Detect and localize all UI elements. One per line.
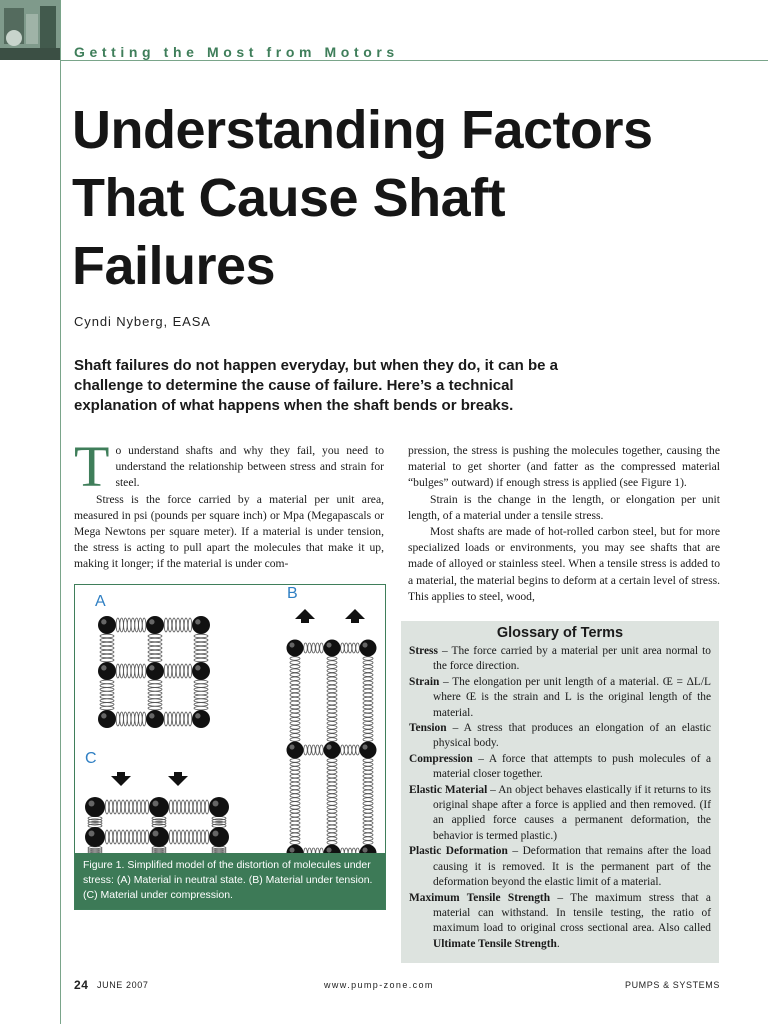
- spring-bond: [148, 634, 162, 662]
- molecule: [149, 797, 169, 817]
- molecule-highlight: [213, 801, 219, 807]
- spring-bond: [152, 846, 166, 853]
- glossary-term: Ultimate Tensile Strength: [433, 937, 557, 950]
- spring-bond: [363, 759, 373, 845]
- molecule: [98, 616, 116, 634]
- spring-bond: [290, 759, 300, 845]
- spring-bond: [304, 643, 324, 653]
- molecule: [192, 662, 210, 680]
- glossary-box: [401, 621, 719, 963]
- spring-bond: [341, 643, 360, 653]
- glossary-definition: – A stress that produces an elongation of an elastic physical body.: [433, 722, 711, 750]
- molecule: [146, 710, 164, 728]
- paragraph-text: o understand shafts and why they fail, you need to understand the relationship between stress and strain for steel.: [115, 444, 384, 490]
- issue-date: JUNE 2007: [97, 980, 149, 990]
- glossary-term: Compression: [409, 752, 473, 765]
- molecule-highlight: [362, 744, 367, 749]
- spring-bond: [164, 664, 192, 678]
- molecule: [85, 827, 105, 847]
- figure-label-b: B: [287, 585, 298, 602]
- body-column-right: [408, 443, 720, 605]
- body-paragraph: Stress is the force carried by a material per unit area, measured in psi (pounds per square inch) or Mpa (Megapascals or Mega Newtons per square meter). If a material is under tension, the stress is acting to pull apart the molecules that make it up, making it longer; if the material is under com-: [74, 492, 384, 571]
- molecule-diagram: [75, 585, 385, 853]
- spring-bond: [148, 680, 162, 710]
- molecule: [209, 827, 229, 847]
- molecule-highlight: [362, 642, 367, 647]
- molecule-highlight: [195, 713, 200, 718]
- spring-bond: [116, 618, 146, 632]
- website-url: www.pump-zone.com: [324, 980, 434, 990]
- molecule: [192, 710, 210, 728]
- glossary-title: Glossary of Terms: [496, 625, 624, 641]
- molecule-highlight: [89, 831, 95, 837]
- glossary-list: [409, 644, 711, 952]
- molecule: [287, 845, 304, 854]
- molecule: [324, 742, 341, 759]
- molecule: [287, 742, 304, 759]
- glossary-definition: – The elongation per unit length of a material. Œ = ΔL/L where Œ is the strain and L is the original length of the material.: [433, 675, 711, 719]
- spring-bond: [212, 846, 226, 853]
- spring-bond: [164, 712, 192, 726]
- molecule: [360, 742, 377, 759]
- article-title: Understanding Factors That Cause Shaft Failures: [72, 100, 653, 296]
- byline: Cyndi Nyberg, EASA: [74, 314, 211, 329]
- spring-bond: [290, 657, 300, 742]
- body-paragraph: [74, 434, 384, 499]
- glossary-entry: [409, 675, 711, 721]
- molecule: [360, 640, 377, 657]
- molecule-highlight: [101, 619, 106, 624]
- spring-bond: [304, 745, 324, 755]
- page-footer: [74, 980, 720, 996]
- glossary-definition: – The force carried by a material per unit area normal to the force direction.: [433, 645, 711, 673]
- figure-1: [74, 584, 386, 910]
- figure-label-a: A: [95, 593, 106, 610]
- glossary-definition: – A force that attempts to push molecules of a material closer together.: [433, 752, 711, 781]
- molecule-highlight: [149, 665, 154, 670]
- top-rule: [60, 60, 768, 61]
- molecule-highlight: [101, 713, 106, 718]
- molecule-highlight: [362, 847, 367, 852]
- page-number: 24: [74, 978, 89, 992]
- spring-bond: [100, 680, 114, 710]
- spring-bond: [88, 846, 102, 853]
- glossary-entry: [409, 752, 711, 783]
- molecule: [324, 640, 341, 657]
- body-paragraph: Strain is the change in the length, or elongation per unit length, of a material under a tensile stress.: [408, 492, 720, 522]
- spring-bond: [169, 830, 209, 844]
- molecule-highlight: [289, 642, 294, 647]
- header-photo: [0, 0, 60, 60]
- molecule: [149, 827, 169, 847]
- glossary-entry: [409, 891, 711, 953]
- glossary-entry: [409, 644, 711, 675]
- glossary-entry: [409, 721, 711, 752]
- molecule: [360, 845, 377, 854]
- glossary-entry: [409, 844, 711, 890]
- molecule-highlight: [326, 642, 331, 647]
- molecule: [209, 797, 229, 817]
- spring-bond: [169, 800, 209, 814]
- molecule: [287, 640, 304, 657]
- figure-caption: Figure 1. Simplified model of the distortion of molecules under stress: (A) Material in neutral state. (B) Material under tension. (C) Material under compression.: [75, 853, 385, 909]
- spring-bond: [164, 618, 192, 632]
- spring-bond: [116, 664, 146, 678]
- article-deck: Shaft failures do not happen everyday, but when they do, it can be a challenge to determine the cause of failure. Here’s a technical explanation of what happens when the shaft bends or breaks.: [74, 357, 558, 414]
- spring-bond: [327, 759, 337, 845]
- molecule-highlight: [213, 831, 219, 837]
- molecule-highlight: [149, 713, 154, 718]
- glossary-definition: – Deformation that remains after the load causing it is removed. It is the permanent part of the deformation beyond the elastic limit of a material.: [433, 845, 711, 889]
- molecule-highlight: [326, 847, 331, 852]
- arrow-down-icon: [111, 772, 131, 786]
- glossary-term: Tension: [409, 722, 447, 735]
- glossary-term: Maximum Tensile Strength: [409, 891, 551, 904]
- spring-bond: [327, 657, 337, 742]
- body-paragraph: pression, the stress is pushing the molecules together, causing the material to get shorter (and fatter as the compressed material “bulges” outward) if enough stress is applied (see Figure 1).: [408, 444, 720, 490]
- glossary-term: Strain: [409, 675, 440, 688]
- molecule-highlight: [289, 847, 294, 852]
- molecule: [85, 797, 105, 817]
- molecule-highlight: [195, 665, 200, 670]
- spring-bond: [341, 745, 360, 755]
- spring-bond: [194, 634, 208, 662]
- spring-bond: [105, 800, 149, 814]
- spring-bond: [152, 816, 166, 827]
- molecule: [192, 616, 210, 634]
- glossary-definition: .: [556, 937, 560, 950]
- molecule-highlight: [326, 744, 331, 749]
- molecule: [146, 662, 164, 680]
- molecule: [98, 662, 116, 680]
- arrow-up-icon: [295, 609, 315, 623]
- glossary-definition: – The maximum stress that a material can withstand. In tensile testing, the ratio of maximum load to original cross sectional area. Also called: [433, 891, 711, 935]
- left-rule: [60, 0, 61, 1024]
- glossary-term: Stress: [409, 645, 438, 657]
- glossary-definition: – An object behaves elastically if it returns to its original shape after a force is applied and then removed. (If an applied force causes a permanent deformation, the behavior is termed plastic.): [433, 783, 711, 842]
- spring-bond: [105, 830, 149, 844]
- molecule: [146, 616, 164, 634]
- series-heading: Getting the Most from Motors: [74, 44, 399, 60]
- body-paragraph: Most shafts are made of hot-rolled carbon steel, but for more specialized loads or environments, you may see shafts that are made of alloyed or stainless steel. When a tensile stress is added to a material, the material begins to deform at a certain level of stress. This applies to steel, wood,: [408, 525, 720, 603]
- molecule-highlight: [153, 801, 159, 807]
- spring-bond: [116, 712, 146, 726]
- spring-bond: [88, 816, 102, 827]
- molecule-highlight: [149, 619, 154, 624]
- molecule: [324, 845, 341, 854]
- spring-bond: [212, 816, 226, 827]
- arrow-up-icon: [345, 609, 365, 623]
- publication-name: PUMPS & SYSTEMS: [624, 980, 720, 990]
- molecule-highlight: [153, 831, 159, 837]
- molecule-highlight: [195, 619, 200, 624]
- molecule-highlight: [101, 665, 106, 670]
- molecule: [98, 710, 116, 728]
- spring-bond: [194, 680, 208, 710]
- glossary-entry: [409, 783, 711, 845]
- molecule-highlight: [89, 801, 95, 807]
- arrow-down-icon: [168, 772, 188, 786]
- spring-bond: [100, 634, 114, 662]
- glossary-term: Plastic Deformation: [409, 845, 508, 858]
- spring-bond: [363, 657, 373, 742]
- glossary-term: Elastic Material: [409, 783, 488, 796]
- figure-label-c: C: [85, 750, 97, 767]
- body-column-left: [74, 434, 384, 573]
- drop-cap: T: [74, 434, 110, 499]
- molecule-highlight: [289, 744, 294, 749]
